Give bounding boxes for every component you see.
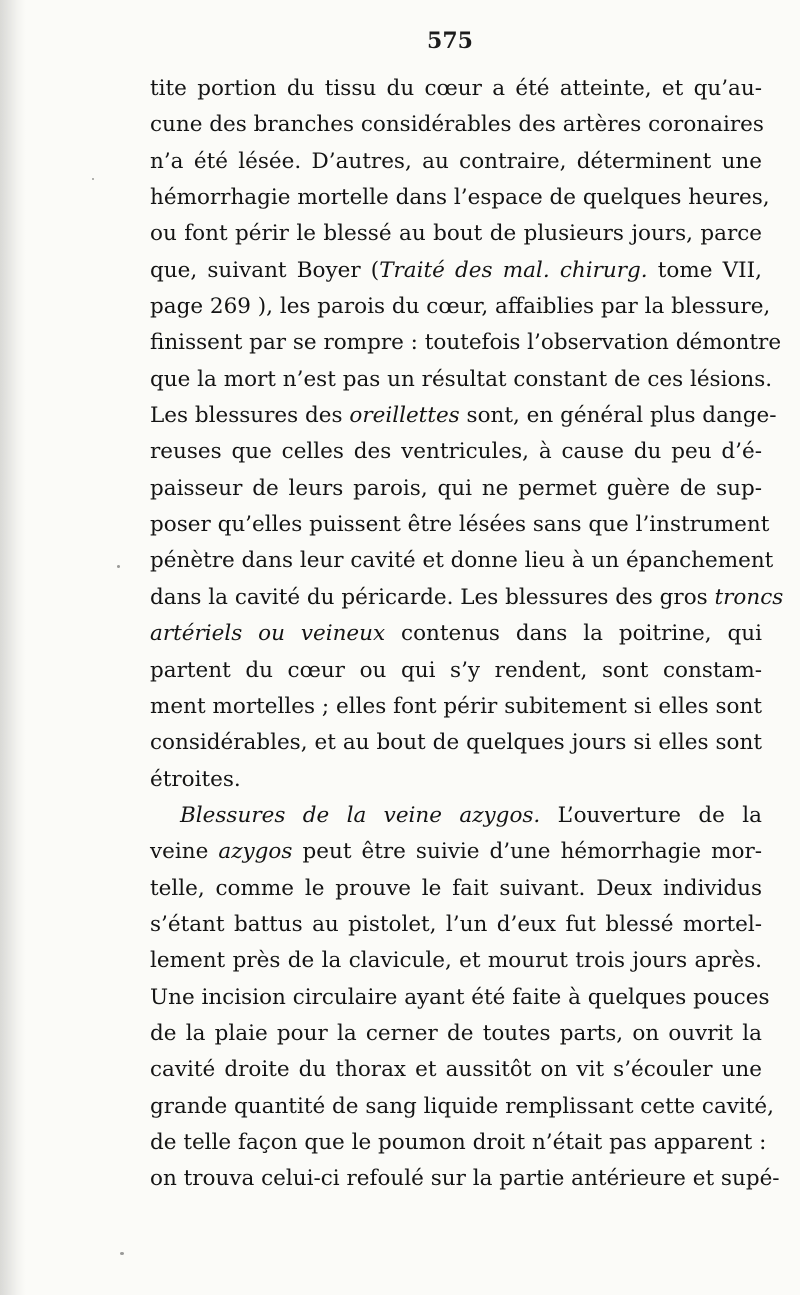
body-text (150, 71, 784, 1198)
text-run: finissent par se rompre : toutefois l’observation démontre (150, 330, 782, 356)
text-line (150, 1125, 767, 1161)
text-run: que la mort n’est pas un résultat constant de ces lésions. (150, 366, 773, 392)
text-line (150, 289, 771, 325)
text-line (150, 325, 782, 361)
text-line (150, 1161, 780, 1197)
text-line (150, 398, 777, 434)
text-run: tome VII, (647, 257, 762, 283)
text-line (150, 653, 762, 689)
text-run: de telle façon que le poumon droit n’était pas apparent : (150, 1129, 767, 1155)
text-run: tite portion du tissu du cœur a été atteinte, et qu’au- (150, 76, 762, 101)
text-run: peut être suivie d’une hémorrhagie mor- (292, 839, 762, 865)
text-run: telle, comme le prouve le fait suivant. Deux individus (150, 875, 762, 901)
text-line (150, 107, 762, 143)
italic-text: artériels ou veineux (150, 621, 386, 647)
text-run: cune des branches considérables des artères coronaires (150, 112, 764, 138)
text-line (150, 71, 762, 107)
text-run: de la plaie pour la cerner de toutes parts, on ouvrit la (150, 1020, 762, 1046)
text-line (150, 616, 762, 652)
text-run: ment mortelles ; elles font périr subitement si elles sont (150, 693, 762, 719)
text-line (150, 834, 762, 870)
text-line (150, 507, 770, 543)
text-line (150, 689, 762, 725)
text-run: pénètre dans leur cavité et donne lieu à un épanchement (150, 548, 774, 574)
text-run: contenus dans la poitrine, qui (385, 621, 762, 647)
text-line (150, 798, 762, 834)
text-run: poser qu’elles puissent être lésées sans que l’instrument (150, 512, 770, 538)
text-line (150, 943, 762, 979)
text-run: étroites. (150, 766, 241, 792)
text-line (150, 180, 770, 216)
page-number: 575 (427, 28, 473, 54)
text-line (150, 216, 762, 252)
page-gutter-shadow (0, 0, 26, 1295)
text-line (150, 980, 770, 1016)
text-run: considérables, et au bout de quelques jours si elles sont (150, 730, 762, 756)
text-line (150, 253, 762, 289)
text-run: partent du cœur ou qui s’y rendent, sont constam- (150, 657, 762, 683)
text-run: paisseur de leurs parois, qui ne permet guère de sup- (150, 475, 762, 501)
text-line (150, 871, 762, 907)
text-line (150, 1052, 762, 1088)
text-line (150, 434, 762, 470)
text-run: on trouva celui-ci refoulé sur la partie antérieure et supé- (150, 1166, 780, 1192)
italic-text: Traité des mal. chirurg. (379, 257, 648, 283)
text-line (150, 543, 774, 579)
text-run: sont, en général plus dange- (459, 403, 777, 429)
text-line (150, 907, 762, 943)
text-line (150, 580, 784, 616)
italic-text: Blessures de la veine azygos. (180, 802, 541, 828)
text-run: cavité droite du thorax et aussitôt on vit s’écouler une (150, 1057, 762, 1083)
text-line (150, 471, 762, 507)
text-run: reuses que celles des ventricules, à cause du peu d’é- (150, 439, 762, 465)
italic-text: oreillettes (349, 403, 460, 429)
text-run: Une incision circulaire ayant été faite à quelques pouces (150, 984, 770, 1010)
text-run: Les blessures des (150, 403, 350, 429)
text-run: lement près de la clavicule, et mourut trois jours après. (150, 948, 762, 974)
italic-text: azygos (218, 839, 293, 865)
italic-text: troncs (714, 584, 784, 610)
text-run: hémorrhagie mortelle dans l’espace de quelques heures, (150, 185, 770, 211)
text-run: que, suivant Boyer ( (150, 257, 380, 283)
text-run: page 269 ), les parois du cœur, affaiblies par la blessure, (150, 294, 771, 320)
text-line (150, 144, 762, 180)
text-run: n’a été lésée. D’autres, au contraire, déterminent une (150, 148, 762, 174)
text-line (150, 762, 762, 798)
text-line (150, 362, 773, 398)
text-line (150, 725, 762, 761)
text-run: ou font périr le blessé au bout de plusieurs jours, parce (150, 221, 762, 247)
text-run: s’étant battus au pistolet, l’un d’eux fut blessé mortel- (150, 911, 762, 937)
text-run: grande quantité de sang liquide remplissant cette cavité, (150, 1093, 774, 1119)
text-run: L’ouverture de la (540, 802, 762, 828)
text-line (150, 1089, 774, 1125)
text-run: veine (150, 839, 219, 865)
text-run: dans la cavité du péricarde. Les blessures des gros (150, 584, 715, 610)
text-line (150, 1016, 762, 1052)
